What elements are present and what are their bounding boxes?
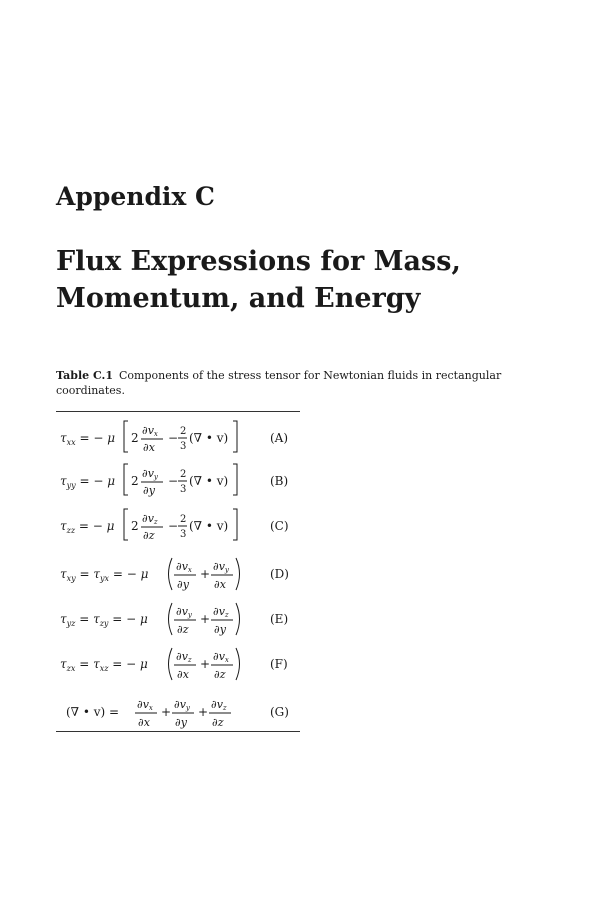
equation-e [60, 603, 288, 636]
svg-text:τyz = τzy = − μ: $\tau_{yz} = \tau_{zy}$ = − μ [60, 612, 148, 628]
svg-text:+: + [200, 567, 211, 581]
svg-text:∂z: ∂z [143, 529, 155, 542]
equation-tag: (G) [270, 705, 289, 719]
equation-b [60, 464, 288, 497]
svg-text:(∇ • v): (∇ • v) [189, 474, 229, 488]
svg-text:2: 2 [180, 469, 187, 480]
svg-text:∂vy: ∂vy [174, 698, 190, 712]
svg-text:τxy = τyx = − μ: $\tau_{xy} = \tau_{yx}$ = − μ [60, 567, 149, 583]
svg-text:∂x: ∂x [214, 578, 226, 591]
equation-tag: (A) [270, 431, 289, 445]
svg-text:(∇ • v): (∇ • v) [189, 519, 229, 533]
svg-text:∂vz: ∂vz [176, 650, 192, 664]
svg-text:2: 2 [131, 474, 139, 488]
svg-text:+: + [200, 612, 211, 626]
svg-text:∂vz: ∂vz [213, 605, 229, 619]
svg-text:2: 2 [180, 426, 187, 437]
svg-text:∂x: ∂x [143, 441, 155, 454]
equation-a [60, 421, 288, 454]
svg-text:τxx = − μ: $\tau_{xx}$ = − μ [60, 431, 116, 447]
chapter-title-line-2: Momentum, and Energy [56, 283, 421, 315]
svg-text:∂vx: ∂vx [137, 698, 153, 712]
svg-text:−: − [168, 519, 179, 533]
equation-c [60, 509, 289, 542]
svg-text:+: + [161, 705, 172, 719]
table-caption-text: Components of the stress tensor for Newtonian fluids in rectangular coordinates. [56, 369, 502, 397]
equation-tag: (D) [270, 567, 289, 581]
svg-text:3: 3 [180, 484, 187, 495]
svg-text:2: 2 [131, 431, 139, 445]
svg-text:∂z: ∂z [177, 623, 189, 636]
svg-text:∂vx: ∂vx [213, 650, 229, 664]
svg-text:∂x: ∂x [177, 668, 189, 681]
svg-text:∂y: ∂y [214, 623, 226, 636]
equation-tag: (F) [270, 657, 288, 671]
svg-text:2: 2 [180, 514, 187, 525]
svg-text:∂vx: ∂vx [176, 560, 192, 574]
equation-tag: (C) [270, 519, 289, 533]
equation-tag: (E) [270, 612, 289, 626]
svg-text:∂y: ∂y [143, 484, 155, 497]
svg-text:−: − [168, 474, 179, 488]
svg-text:(∇ • v) =: (∇ • v) = [66, 705, 120, 719]
svg-text:∂vx: ∂vx [142, 424, 158, 438]
chapter-title-line-1: Flux Expressions for Mass, [56, 246, 461, 277]
equation-f [60, 648, 288, 681]
svg-text:(∇ • v): (∇ • v) [189, 431, 229, 445]
svg-text:∂vy: ∂vy [213, 560, 229, 574]
svg-text:∂vz: ∂vz [142, 512, 158, 526]
svg-text:3: 3 [180, 441, 187, 452]
svg-text:τyy = − μ: $\tau_{yy}$ = − μ [60, 474, 116, 490]
svg-text:∂y: ∂y [177, 578, 189, 591]
svg-text:∂z: ∂z [214, 668, 226, 681]
table-label: Table C.1 [56, 369, 114, 382]
svg-text:∂vz: ∂vz [211, 698, 227, 712]
svg-text:∂x: ∂x [138, 716, 150, 729]
svg-text:∂vy: ∂vy [176, 605, 192, 619]
svg-text:3: 3 [180, 529, 187, 540]
svg-text:∂y: ∂y [175, 716, 187, 729]
appendix-heading: Appendix C [56, 182, 215, 211]
svg-text:∂vy: ∂vy [142, 467, 158, 481]
equation-tag: (B) [270, 474, 289, 488]
svg-text:∂z: ∂z [212, 716, 224, 729]
svg-text:2: 2 [131, 519, 139, 533]
svg-text:τzz = − μ: $\tau_{zz}$ = − μ [60, 519, 115, 535]
equation-d [60, 558, 289, 591]
equation-g [66, 698, 289, 729]
svg-text:τzx = τxz = − μ: $\tau_{zx} = \tau_{xz}$ = − μ [60, 657, 148, 673]
svg-text:−: − [168, 431, 179, 445]
svg-text:+: + [198, 705, 209, 719]
svg-text:+: + [200, 657, 211, 671]
